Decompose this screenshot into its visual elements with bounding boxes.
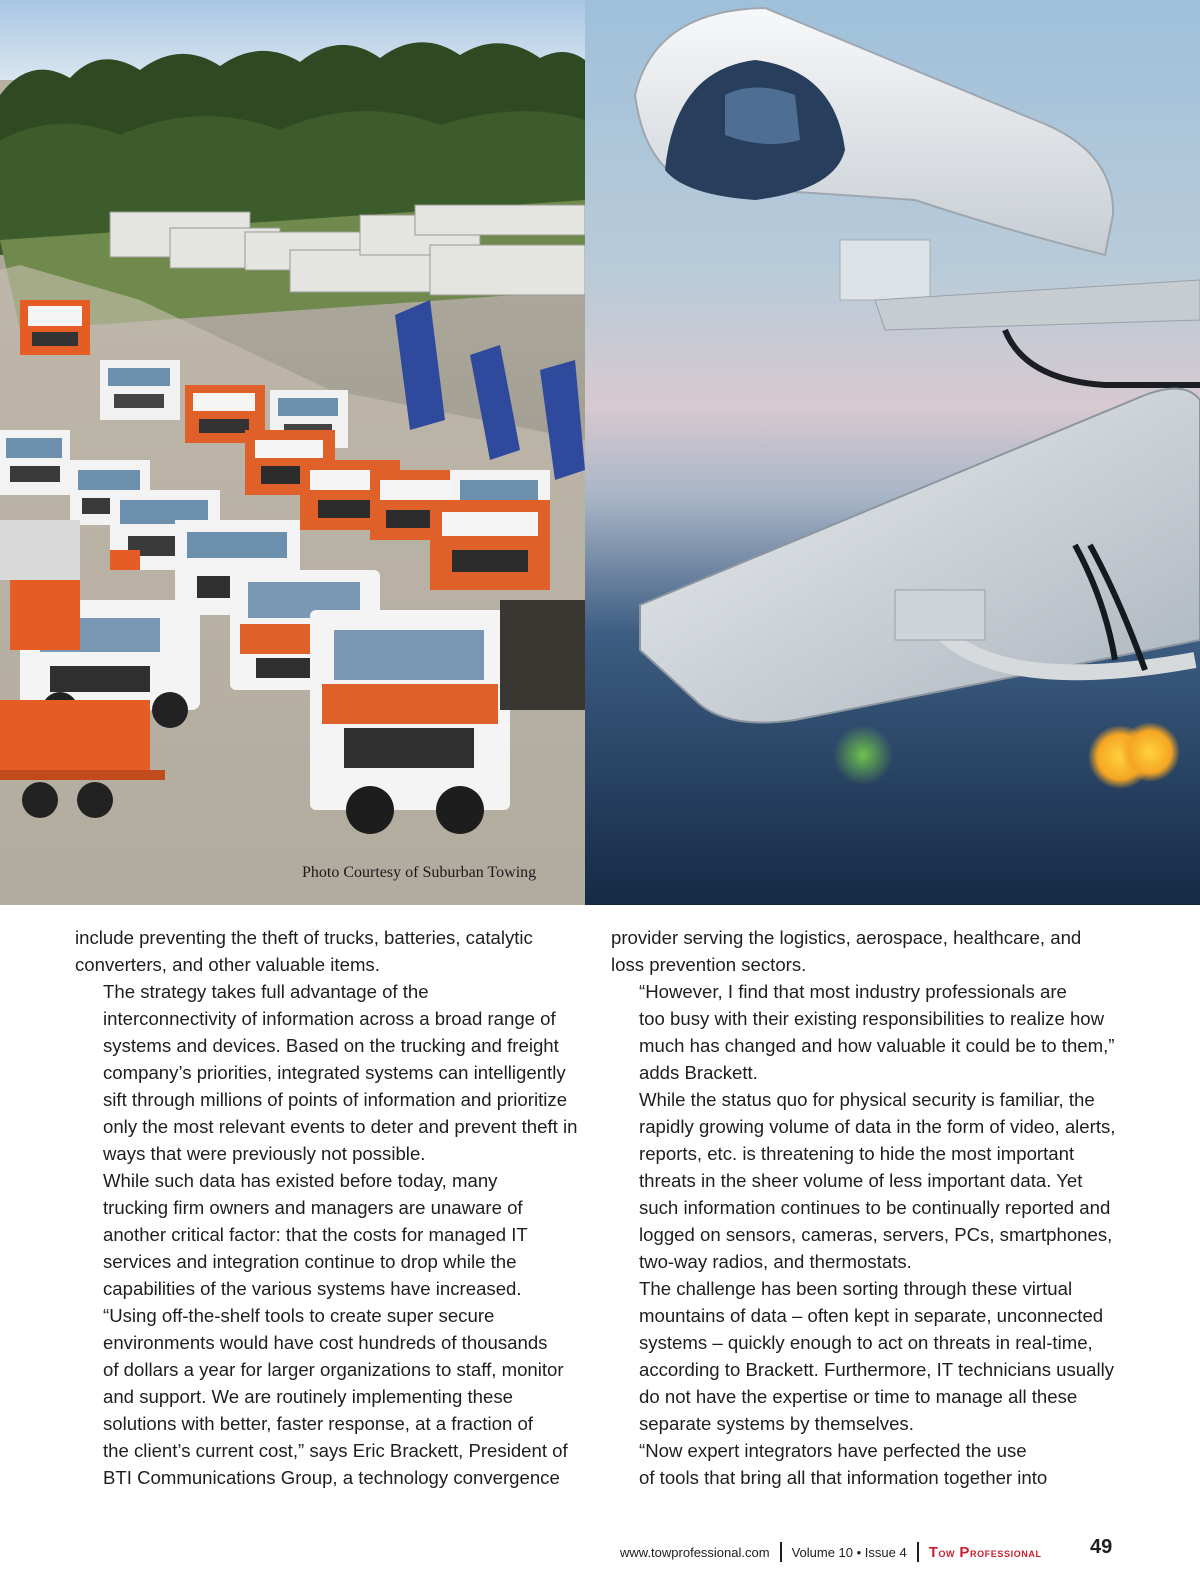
text-line: logged on sensors, cameras, servers, PCs, smartphones, [639, 1224, 1113, 1245]
text-line: “However, I find that most industry professionals are [639, 981, 1067, 1002]
text-line: do not have the expertise or time to manage all these [639, 1386, 1078, 1407]
text-line: The strategy takes full advantage of the [103, 981, 429, 1002]
page-number: 49 [1090, 1536, 1113, 1558]
text-line: systems and devices. Based on the trucking and freight [103, 1035, 559, 1056]
text-line: the client’s current cost,” says Eric Brackett, President of [103, 1440, 568, 1461]
text-line: of tools that bring all that information together into [639, 1467, 1048, 1488]
text-line: include preventing the theft of trucks, batteries, catalytic [75, 927, 533, 948]
tow-fleet-illustration [0, 0, 585, 905]
text-line: solutions with better, faster response, at a fraction of [103, 1413, 533, 1434]
text-line: only the most relevant events to deter and prevent theft in [103, 1116, 578, 1137]
text-line: interconnectivity of information across a broad range of [103, 1008, 556, 1029]
text-line: environments would have cost hundreds of thousands [103, 1332, 548, 1353]
security-camera-photo [585, 0, 1200, 905]
paragraph [75, 924, 585, 978]
page-footer [620, 1540, 1042, 1564]
tow-fleet-photo [0, 0, 585, 905]
text-line: separate systems by themselves. [639, 1413, 914, 1434]
text-line: loss prevention sectors. [611, 954, 807, 975]
paragraph [611, 1086, 1121, 1275]
text-line: converters, and other valuable items. [75, 954, 380, 975]
text-line: two-way radios, and thermostats. [639, 1251, 912, 1272]
paragraph [611, 1275, 1121, 1437]
footer-website[interactable]: www.towprofessional.com [620, 1544, 770, 1560]
text-line: capabilities of the various systems have increased. [103, 1278, 522, 1299]
paragraph [611, 924, 1121, 978]
paragraph [611, 978, 1121, 1086]
text-line: of dollars a year for larger organizations to staff, monitor [103, 1359, 564, 1380]
text-line: “Now expert integrators have perfected the use [639, 1440, 1027, 1461]
text-line: company’s priorities, integrated systems can intelligently [103, 1062, 566, 1083]
text-line: too busy with their existing responsibilities to realize how [639, 1008, 1105, 1029]
text-line: another critical factor: that the costs for managed IT [103, 1224, 528, 1245]
text-line: threats in the sheer volume of less important data. Yet [639, 1170, 1083, 1191]
text-line: While the status quo for physical security is familiar, the [639, 1089, 1095, 1110]
text-line: much has changed and how valuable it could be to them,” [639, 1035, 1115, 1056]
photo-credit: Photo Courtesy of Suburban Towing [302, 864, 537, 881]
text-line: The challenge has been sorting through these virtual [639, 1278, 1073, 1299]
security-camera-illustration [585, 0, 1200, 905]
text-line: “Using off-the-shelf tools to create super secure [103, 1305, 495, 1326]
article-column-left [75, 924, 585, 1491]
text-line: mountains of data – often kept in separate, unconnected [639, 1305, 1104, 1326]
text-line: reports, etc. is threatening to hide the most important [639, 1143, 1075, 1164]
magazine-name: Tow Professional [928, 1543, 1042, 1561]
paragraph [75, 978, 585, 1167]
paragraph [611, 1437, 1121, 1491]
footer-divider [780, 1542, 782, 1562]
text-line: While such data has existed before today, many [103, 1170, 498, 1191]
paragraph [75, 1167, 585, 1302]
text-line: adds Brackett. [639, 1062, 758, 1083]
text-line: and support. We are routinely implementing these [103, 1386, 513, 1407]
paragraph [75, 1302, 585, 1491]
text-line: such information continues to be continually reported and [639, 1197, 1111, 1218]
text-line: BTI Communications Group, a technology convergence [103, 1467, 560, 1488]
text-line: trucking firm owners and managers are unaware of [103, 1197, 523, 1218]
footer-divider [917, 1542, 919, 1562]
text-line: systems – quickly enough to act on threats in real-time, [639, 1332, 1093, 1353]
text-line: according to Brackett. Furthermore, IT technicians usually [639, 1359, 1115, 1380]
text-line: rapidly growing volume of data in the form of video, alerts, [639, 1116, 1116, 1137]
text-line: ways that were previously not possible. [103, 1143, 426, 1164]
text-line: provider serving the logistics, aerospace, healthcare, and [611, 927, 1082, 948]
article-column-right [611, 924, 1121, 1491]
text-line: services and integration continue to drop while the [103, 1251, 517, 1272]
footer-issue: Volume 10 • Issue 4 [791, 1544, 907, 1560]
text-line: sift through millions of points of information and prioritize [103, 1089, 568, 1110]
